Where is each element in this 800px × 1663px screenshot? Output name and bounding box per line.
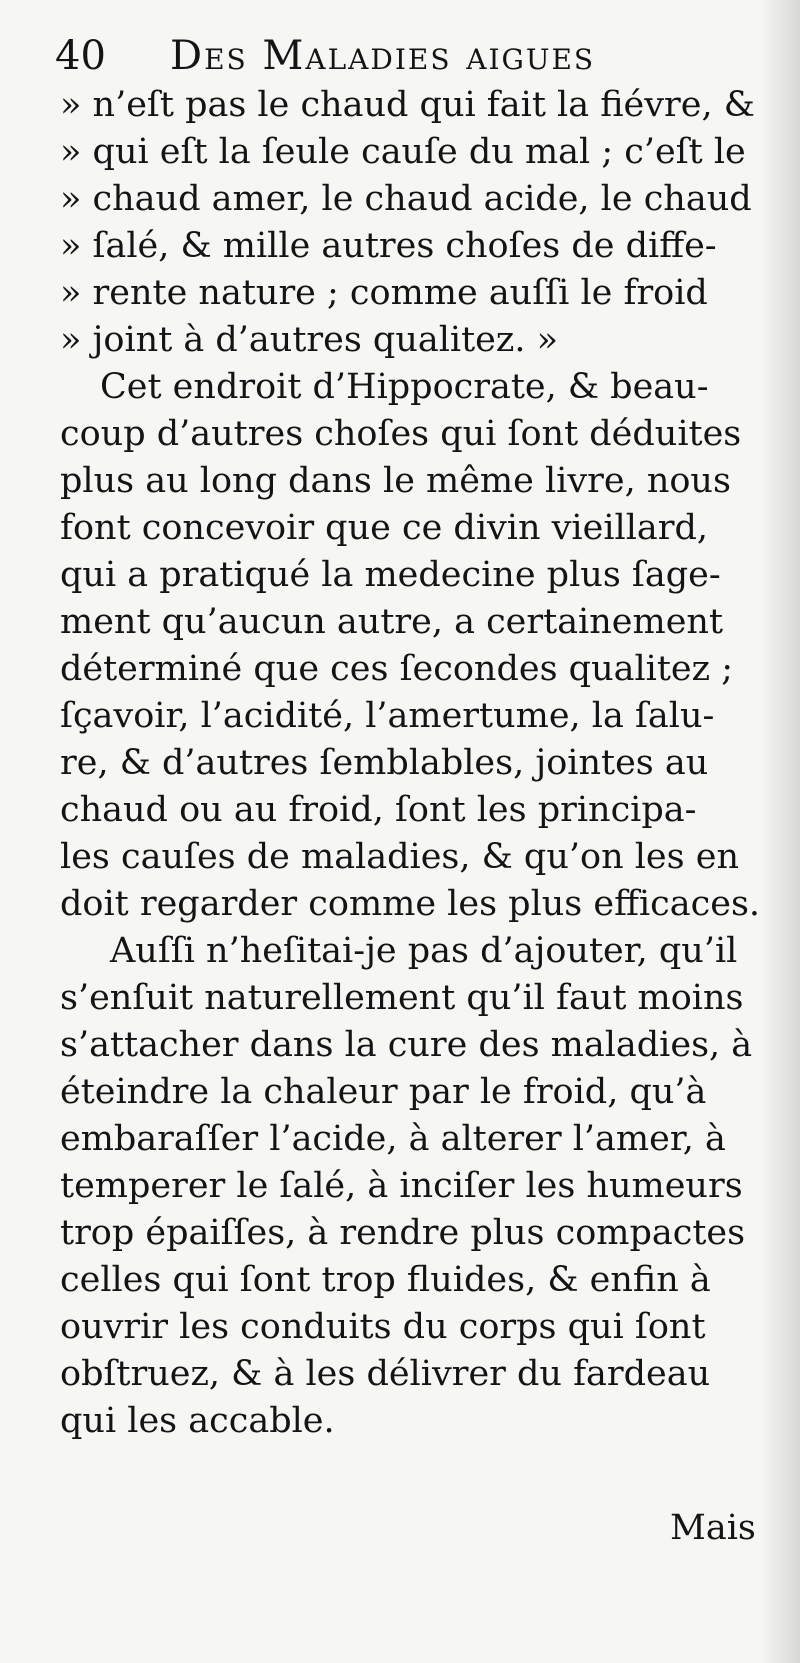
text-line: chaud ou au froid, ſont les principa- — [60, 790, 697, 830]
text-line: embaraſſer l’acide, à alterer l’amer, à — [60, 1119, 726, 1159]
text-line: Cet endroit d’Hippocrate, & beau- — [100, 367, 709, 407]
body-text — [60, 82, 760, 1445]
text-line: » joint à d’autres qualitez. » — [60, 320, 558, 360]
text-line: les cauſes de maladies, & qu’on les en — [60, 837, 739, 877]
text-line: » n’eſt pas le chaud qui fait la fiévre, & — [60, 85, 755, 125]
text-line: qui les accable. — [60, 1401, 335, 1441]
text-line: ouvrir les conduits du corps qui ſont — [60, 1307, 706, 1347]
text-line: » qui eſt la ſeule cauſe du mal ; c’eſt le — [60, 132, 746, 172]
catchword: Mais — [670, 1508, 756, 1548]
text-line: font concevoir que ce divin vieillard, — [60, 508, 709, 548]
text-line: trop épaiſſes, à rendre plus compactes — [60, 1213, 746, 1253]
text-line: s’attacher dans la cure des maladies, à — [60, 1025, 753, 1065]
text-line: qui a pratiqué la medecine plus ſage- — [60, 555, 721, 595]
text-line: temperer le ſalé, à inciſer les humeurs — [60, 1166, 743, 1206]
text-line: s’enſuit naturellement qu’il faut moins — [60, 978, 744, 1018]
text-line: doit regarder comme les plus efficaces. — [60, 884, 761, 924]
text-line: ſçavoir, l’acidité, l’amertume, la ſalu- — [60, 696, 715, 736]
page-header — [55, 30, 775, 82]
text-line: ment qu’aucun autre, a certainement — [60, 602, 724, 642]
text-line: » ſalé, & mille autres choſes de diffe- — [60, 226, 717, 266]
page-number: 40 — [55, 33, 106, 79]
text-line: celles qui ſont trop fluides, & enfin à — [60, 1260, 711, 1300]
text-line: » chaud amer, le chaud acide, le chaud — [60, 179, 752, 219]
text-line: re, & d’autres ſemblables, jointes au — [60, 743, 709, 783]
text-line: éteindre la chaleur par le froid, qu’à — [60, 1072, 707, 1112]
text-line: Auſſi n’heſitai-je pas d’ajouter, qu’il — [110, 931, 738, 971]
text-line: plus au long dans le même livre, nous — [60, 461, 731, 501]
text-line: obſtruez, & à les délivrer du fardeau — [60, 1354, 711, 1394]
text-line: coup d’autres choſes qui ſont déduites — [60, 414, 742, 454]
running-head: Des Maladies aigues — [170, 33, 596, 79]
text-line: déterminé que ces ſecondes qualitez ; — [60, 649, 733, 689]
text-line: » rente nature ; comme auſſi le froid — [60, 273, 708, 313]
